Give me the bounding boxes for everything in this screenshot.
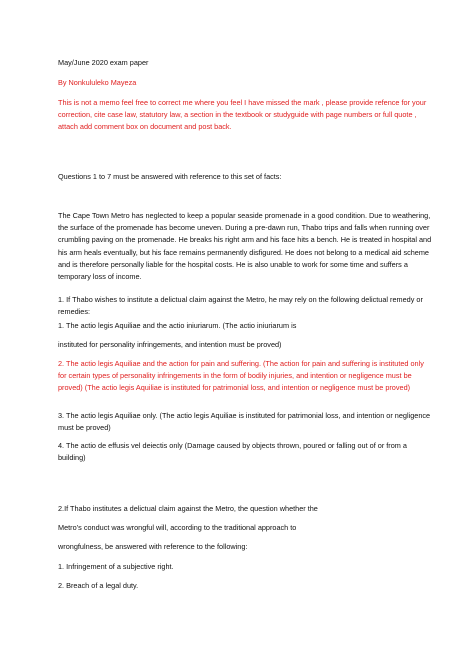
question-2-line3: wrongfulness, be answered with reference to the following: bbox=[58, 542, 248, 551]
q1-option-4: 4. The actio de effusis vel deiectis only (Damage caused by objects thrown, poured or falling out of or from a building) bbox=[58, 441, 407, 463]
paper-title: May/June 2020 exam paper bbox=[58, 58, 149, 67]
q1-option-2: 2. The actio legis Aquiliae and the action for pain and suffering. (The action for pain and suffering is instituted only for certain types of personality infringements in the form of bodily injuries, and intention or negligence must be proved) (The actio legis Aquiliae is instituted for patrimonial loss, and intention or negligence must be proved) bbox=[58, 359, 424, 393]
disclaimer-note: This is not a memo feel free to correct me where you feel I have missed the mark , please provide refence for your correction, cite case law, statutory law, a section in the textbook or studyguide with page numbers or full quote , attach add comment box on document and post back. bbox=[58, 98, 427, 132]
question-2-line2: Metro’s conduct was wrongful will, according to the traditional approach to bbox=[58, 523, 297, 532]
author-line: By Nonkululeko Mayeza bbox=[58, 78, 137, 87]
facts-paragraph: The Cape Town Metro has neglected to keep a popular seaside promenade in a good condition. Due to weathering, the surface of the promenade has become uneven. During a pre-dawn run, Thabo trips and falls when running over crumbling paving on the promenade. He breaks his right arm and his face hits a bench. He is treated in hospital and his arm heals eventually, but his face remains permanently disfigured. He does not belong to a medical aid scheme and is therefore personally liable for the hospital costs. He is also unable to work for some time and suffers a temporary loss of income. bbox=[58, 211, 432, 282]
questions-intro: Questions 1 to 7 must be answered with reference to this set of facts: bbox=[58, 172, 282, 181]
question-1: 1. If Thabo wishes to institute a delictual claim against the Metro, he may rely on the following delictual remedy or remedies: bbox=[58, 295, 423, 317]
q1-option-3: 3. The actio legis Aquiliae only. (The actio legis Aquiliae is instituted for patrimonial loss, and intention or negligence must be proved) bbox=[58, 411, 431, 433]
question-2-line1: 2.If Thabo institutes a delictual claim against the Metro, the question whether the bbox=[58, 504, 318, 513]
q1-option-1-line2: instituted for personality infringements, and intention must be proved) bbox=[58, 340, 282, 349]
q1-option-1-line1: 1. The actio legis Aquiliae and the actio iniuriarum. (The actio iniuriarum is bbox=[58, 321, 297, 330]
q2-option-2: 2. Breach of a legal duty. bbox=[58, 581, 139, 590]
q2-option-1: 1. Infringement of a subjective right. bbox=[58, 562, 174, 571]
